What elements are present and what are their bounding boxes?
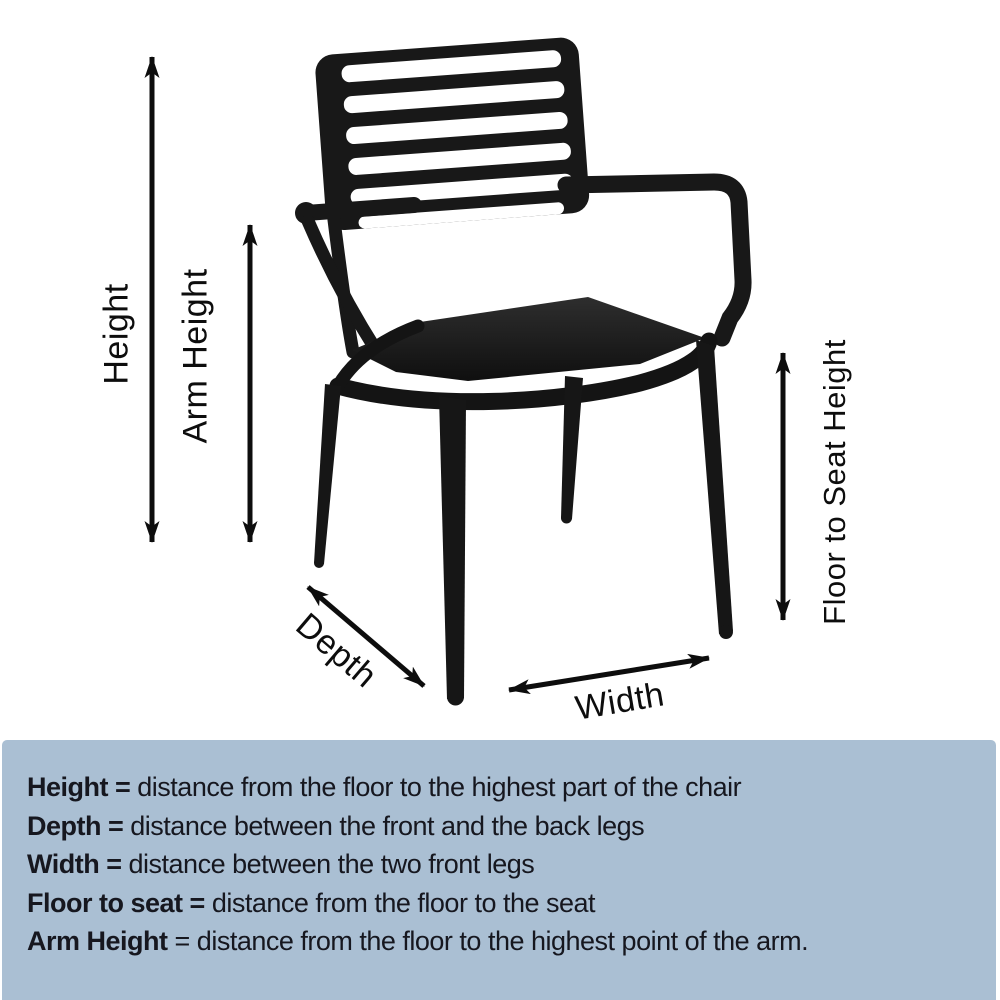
legend-item-floor-to-seat	[27, 884, 976, 923]
chair-seat	[338, 297, 709, 402]
legend-definition: distance from the floor to the highest part of the chair	[137, 772, 742, 802]
legend-definition: distance between the front and the back legs	[130, 810, 645, 841]
legend-term: Height =	[27, 772, 131, 802]
floor-to-seat-label: Floor to Seat Height	[817, 339, 852, 625]
legend-item-depth	[27, 807, 976, 846]
depth-label: Depth	[288, 605, 385, 696]
width-label: Width	[572, 675, 668, 728]
chair	[295, 36, 743, 705]
arm-height-label: Arm Height	[176, 268, 215, 444]
legend-term: Arm Height	[27, 926, 168, 957]
legend-item-height	[27, 768, 976, 807]
legend-panel	[2, 740, 996, 1000]
height-label: Height	[97, 283, 136, 385]
legend-term: Depth =	[27, 810, 124, 841]
legend-item-arm-height	[27, 922, 976, 961]
legend-term: Floor to seat =	[27, 887, 205, 918]
legend-definition: distance from the floor to the seat	[211, 887, 596, 918]
legend-definition: distance between the two front legs	[128, 849, 535, 880]
legend-definition: = distance from the floor to the highest point of the arm.	[174, 926, 809, 957]
legend-term: Width =	[27, 849, 122, 880]
legend-item-width	[27, 845, 976, 884]
